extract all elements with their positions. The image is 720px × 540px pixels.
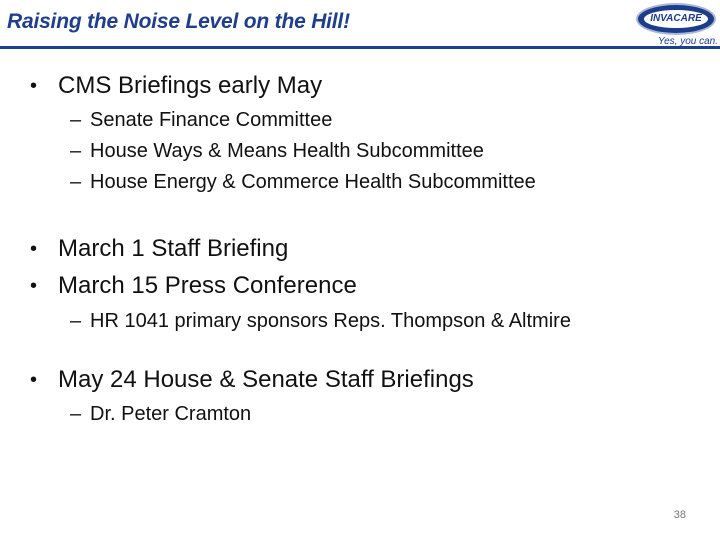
subbullet-energy-commerce: – House Energy & Commerce Health Subcommittee: [90, 171, 536, 193]
bullet-staff-briefing: • March 1 Staff Briefing: [58, 237, 288, 261]
subbullet-peter-cramton: – Dr. Peter Cramton: [90, 403, 251, 425]
subbullet-hr1041-sponsors: – HR 1041 primary sponsors Reps. Thompson & Altmire: [90, 310, 610, 332]
logo-tagline: Yes, you can.: [657, 36, 718, 47]
logo-wordmark: INVACARE: [650, 13, 702, 24]
bullet-may24-briefings: • May 24 House & Senate Staff Briefings: [58, 368, 474, 392]
subbullet-ways-means: – House Ways & Means Health Subcommittee: [90, 140, 484, 162]
bullet-cms-briefings: • CMS Briefings early May: [58, 74, 322, 98]
bullet-press-conference: • March 15 Press Conference: [58, 274, 357, 298]
slide-title: Raising the Noise Level on the Hill!: [7, 10, 350, 33]
page-number: 38: [673, 509, 686, 521]
subbullet-senate-finance: – Senate Finance Committee: [90, 109, 332, 131]
